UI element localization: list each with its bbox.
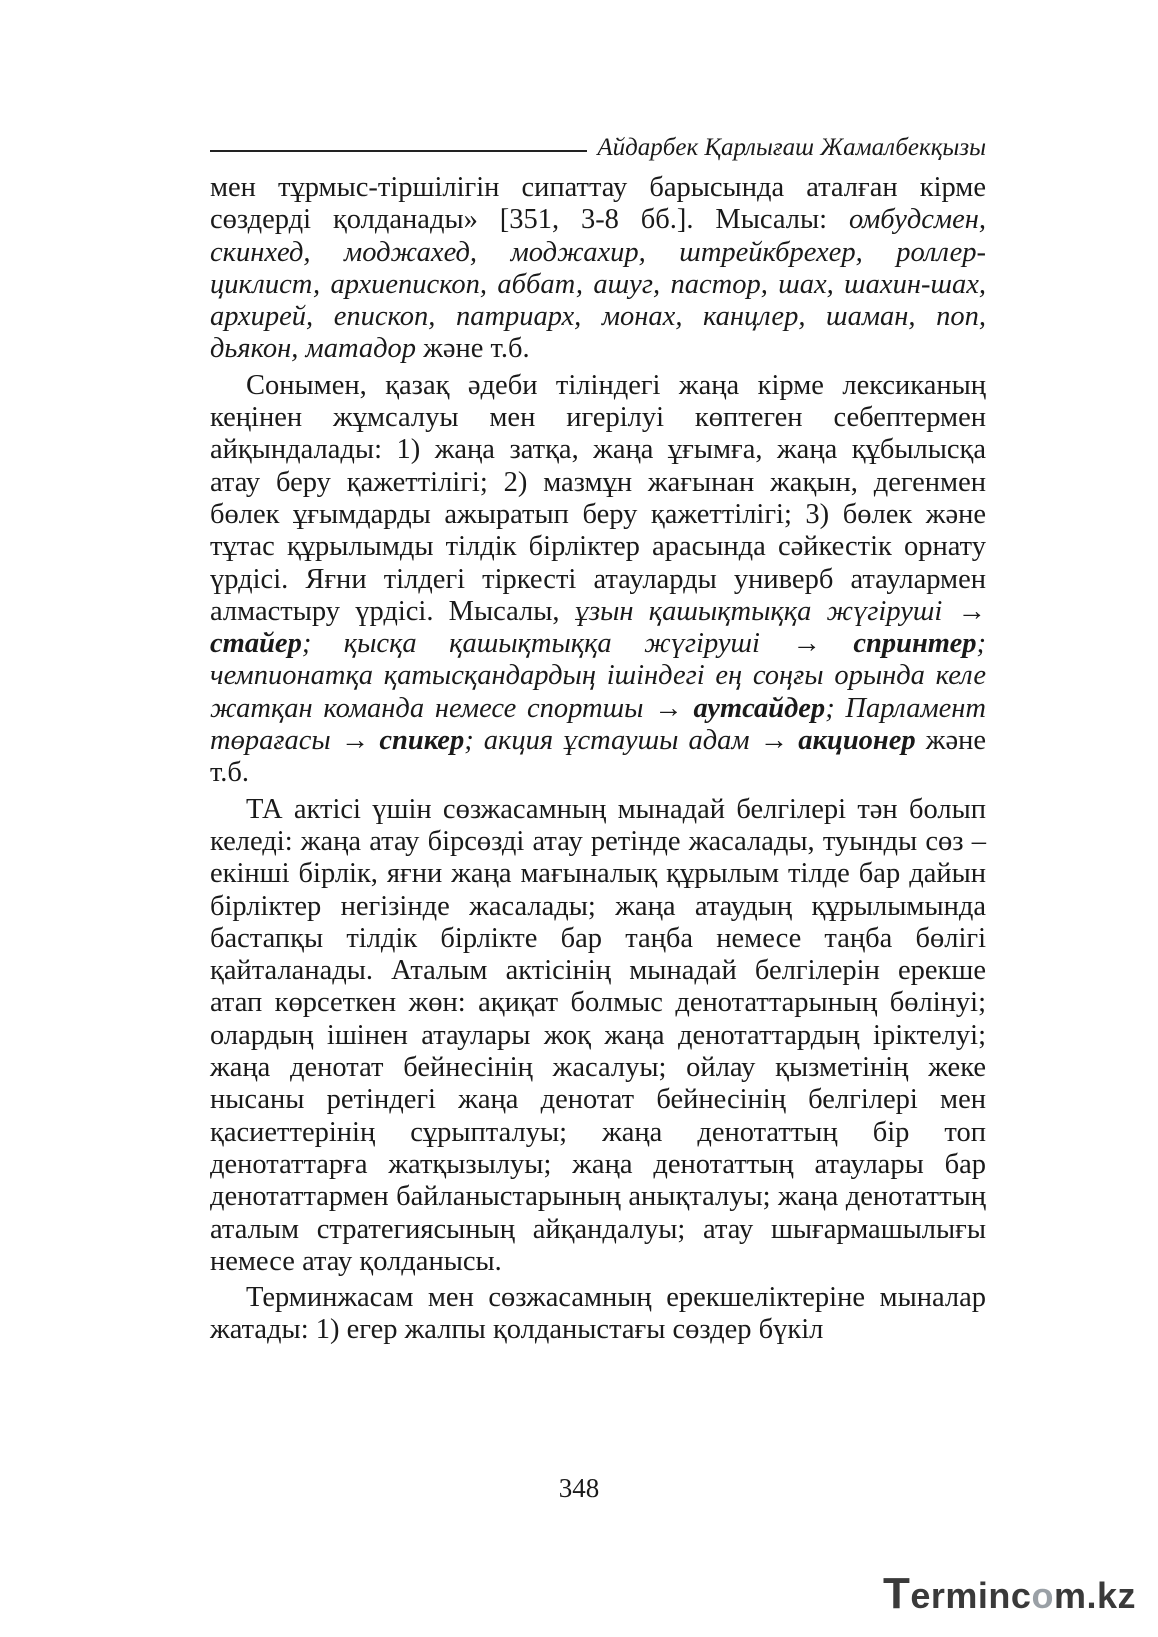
paragraph-1 [210, 172, 986, 366]
text-span: ; қысқа қашықтыққа жүгіруші → [301, 628, 854, 660]
page-number: 348 [558, 1473, 600, 1503]
running-head [210, 134, 986, 162]
paragraph-2 [210, 370, 986, 790]
text-span: Терминжасам мен сөзжасамның ерекшеліктеріне мыналар жатады: 1) егер жалпы қолданыстағы сөздер бүкіл [210, 1282, 986, 1346]
header-rule [210, 150, 587, 152]
text-span: ұзын қашықтыққа жүгіруші → [574, 595, 987, 627]
text-span: ; Парламент төрағасы → [210, 692, 986, 757]
text-span: акционер [798, 725, 916, 757]
text-span: ; чемпионатқа қатысқандардың ішіндегі ең соңғы орында келе жатқан команда немесе спортшы → [210, 628, 986, 724]
text-span: стайер [210, 628, 302, 660]
text-span: аутсайдер [693, 692, 826, 724]
text-span: спикер [379, 725, 465, 757]
watermark-logo: Termincom.kz [883, 1569, 1136, 1618]
text-span: Сонымен, қазақ әдеби тіліндегі жаңа кірме лексиканың кеңінен жұмсалуы мен игерілуі көптеген себептермен айқындалады: 1) жаңа затқа, жаңа ұғымға, жаңа құбылысқа атау беру қажеттілігі; 2) мазмұн жағынан жақын, дегенмен бөлек ұғымдарды ажыратып беру қажеттілігі; 3) бөлек және тұтас құрылымды тілдік бірліктер арасында сәйкестік орнату үрдісі. Яғни тілдегі тіркесті атауларды универб атаулармен алмастыру үрдісі. Мысалы, [210, 369, 986, 627]
text-span: спринтер [853, 628, 977, 660]
body-text [210, 172, 986, 1347]
text-span: омбудсмен, скинхед, моджахед, моджахир, штрейкбрехер, роллер-циклист, архиепископ, аббат, ашуг, пастор, шах, шахин-шах, архирей, епископ, патриарх, монах, канцлер, шаман, поп, дьякон, матадор [210, 204, 986, 365]
paragraph-4 [210, 1282, 986, 1347]
text-span: мен тұрмыс-тіршілігін сипаттау барысында аталған кірме сөздерді қолданады» [351, 3-8 бб.]. Мысалы: [210, 172, 986, 236]
text-span: және т.б. [416, 333, 530, 365]
paragraph-3 [210, 794, 986, 1278]
text-span: ТА актісі үшін сөзжасамның мынадай белгілері тән болып келеді: жаңа атау бірсөзді атау ретінде жасалады, туынды сөз – екінші бірлік, яғни жаңа мағыналық құрылым тілде бар дайын бірліктер негізінде жасалады; жаңа атаудың құрылымында бастапқы тілдік бірлікте бар таңба немесе таңба бөлігі қайталанады. Аталым актісінің мынадай белгілерін ерекше атап көрсеткен жөн: ақиқат болмыс денотаттарының бөлінуі; олардың ішінен атаулары жоқ жаңа денотаттардың іріктелуі; жаңа денотат бейнесінің жасалуы; ойлау қызметінің жеке нысаны ретіндегі жаңа денотат бейнесінің белгілері мен қасиеттерінің сұрыпталуы; жаңа денотаттың бір топ денотаттарға жатқызылуы; жаңа денотаттың атаулары бар денотаттармен байланыстарының анықталуы; жаңа денотаттың аталым стратегиясының айқандалуы; атау шығармашылығы немесе атау қолданысы. [210, 793, 986, 1277]
text-span: ; акция ұстаушы адам → [464, 725, 799, 757]
author-name: Айдарбек Қарлығаш Жамалбекқызы [597, 134, 986, 161]
text-span: және т.б. [210, 725, 986, 789]
